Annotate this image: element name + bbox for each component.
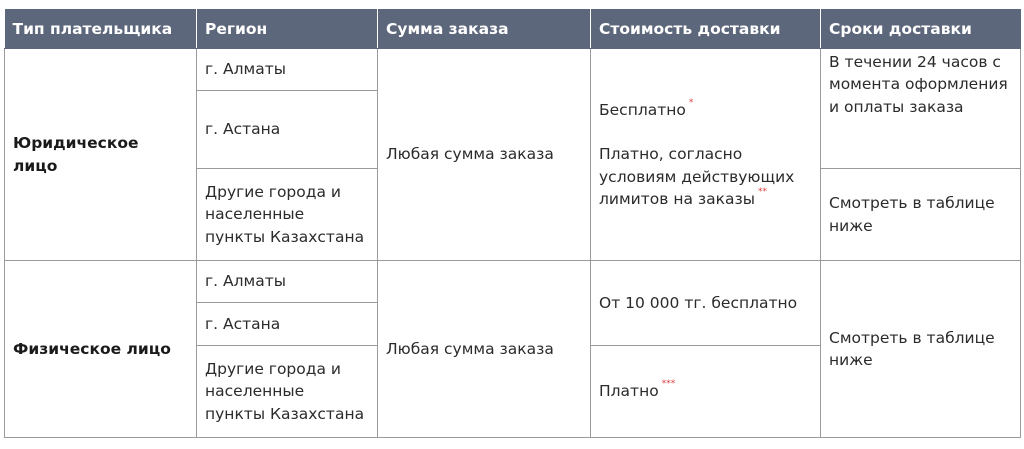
delivery-time-cell: Смотреть в таблице ниже: [821, 169, 1021, 261]
table-row: [5, 261, 1021, 303]
header-delivery-time: Сроки доставки: [821, 9, 1021, 49]
cost-paid-line: [599, 143, 812, 210]
header-payer-type: Тип плательщика: [5, 9, 197, 49]
delivery-conditions-table: [4, 9, 1021, 438]
header-region: Регион: [197, 9, 378, 49]
region-other-cities: Другие города и населенные пункты Казахстана: [197, 169, 378, 261]
table-row: [5, 49, 1021, 91]
region-astana: г. Астана: [197, 91, 378, 169]
cost-free-line: [599, 99, 812, 121]
region-astana: г. Астана: [197, 303, 378, 346]
delivery-cost-cell: [591, 49, 821, 261]
region-almaty: г. Алматы: [197, 49, 378, 91]
delivery-time-cell: Смотреть в таблице ниже: [821, 261, 1021, 438]
header-delivery-cost: Стоимость доставки: [591, 9, 821, 49]
asterisk-note-marker: ***: [661, 379, 676, 390]
cost-free-text: Бесплатно: [599, 100, 686, 119]
payer-legal-entity: Юридическое лицо: [5, 49, 197, 261]
delivery-cost-cell: [591, 346, 821, 438]
region-other-cities: Другие города и населенные пункты Казахстана: [197, 346, 378, 438]
delivery-cost-cell: От 10 000 тг. бесплатно: [591, 261, 821, 346]
order-sum-cell: Любая сумма заказа: [378, 49, 591, 261]
region-almaty: г. Алматы: [197, 261, 378, 303]
payer-individual: Физическое лицо: [5, 261, 197, 438]
table-header-row: [5, 9, 1021, 49]
spacer: [599, 121, 812, 143]
cost-paid-text: Платно, согласно условиям действующих лимитов на заказы: [599, 145, 795, 208]
header-order-sum: Сумма заказа: [378, 9, 591, 49]
asterisk-note-marker: **: [757, 186, 767, 197]
cost-paid-text: Платно: [599, 382, 659, 401]
delivery-time-cell: В течении 24 часов с момента оформления и оплаты заказа: [821, 49, 1021, 169]
asterisk-note-marker: *: [688, 97, 694, 108]
order-sum-cell: Любая сумма заказа: [378, 261, 591, 438]
